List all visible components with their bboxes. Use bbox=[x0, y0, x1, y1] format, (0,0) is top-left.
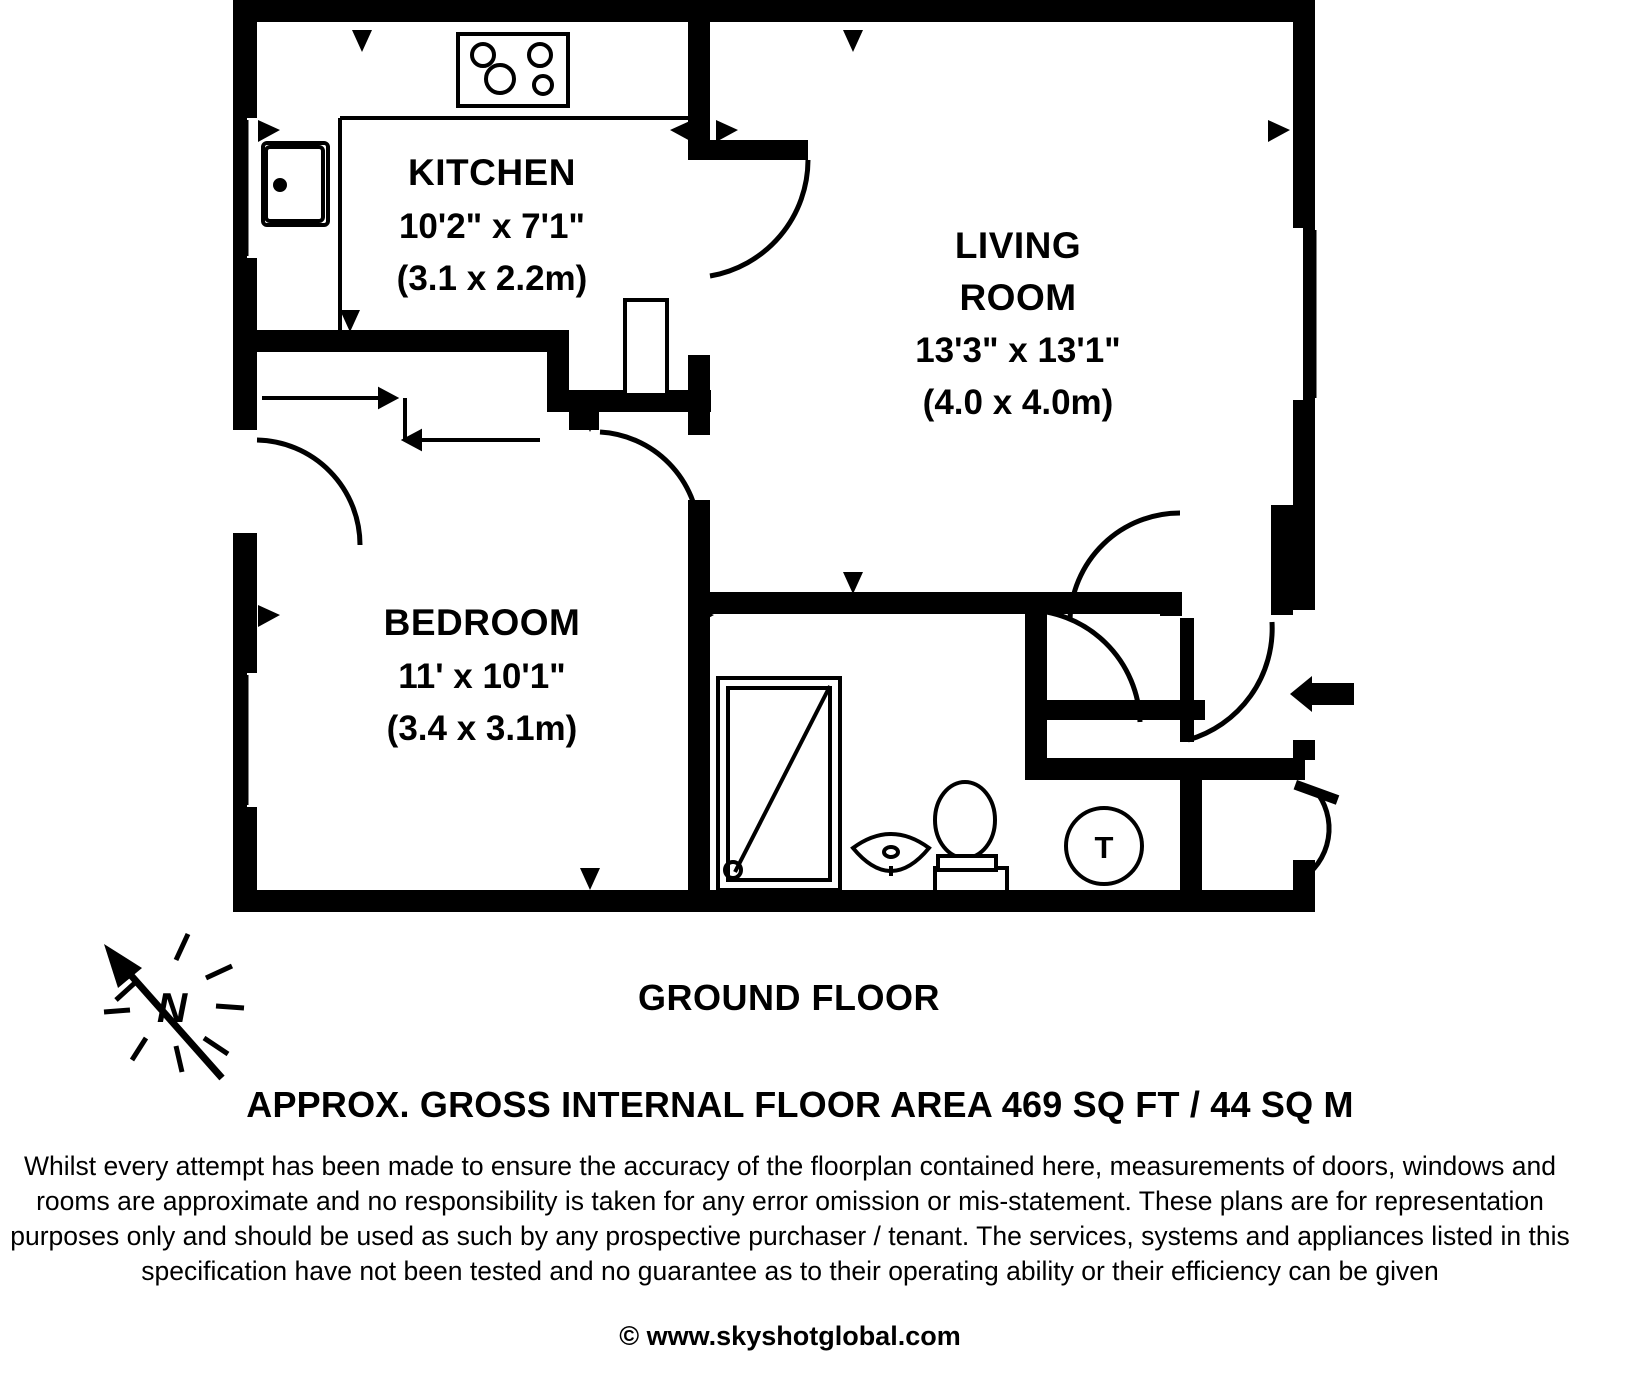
compass-north-label: N bbox=[156, 984, 188, 1031]
room-dim-bedroom-metric: (3.4 x 3.1m) bbox=[386, 709, 578, 748]
disclaimer-line-2: rooms are approximate and no responsibility is taken for any error omission or mis-statement. These plans are for representation bbox=[36, 1186, 1544, 1216]
copyright-label: © www.skyshotglobal.com bbox=[619, 1321, 961, 1351]
internal-walls bbox=[247, 0, 1305, 910]
hall-arrows bbox=[262, 390, 540, 448]
room-name-living-line1: LIVING bbox=[954, 225, 1082, 266]
cylinder-label: T bbox=[1094, 830, 1114, 865]
disclaimer bbox=[10, 1151, 1569, 1286]
disclaimer-line-3: purposes only and should be used as such by any prospective purchaser / tenant. The services, systems and appliances listed in this bbox=[10, 1221, 1570, 1251]
disclaimer-line-4: specification have not been tested and no guarantee as to their operating ability or their efficiency can be given bbox=[141, 1256, 1439, 1286]
room-dim-living-imperial: 13'3" x 13'1" bbox=[915, 331, 1121, 370]
room-dim-kitchen-metric: (3.1 x 2.2m) bbox=[396, 259, 588, 298]
disclaimer-line-1: Whilst every attempt has been made to ensure the accuracy of the floorplan contained here, measurements of doors, windows and bbox=[24, 1151, 1556, 1181]
basin-icon bbox=[853, 834, 929, 871]
room-name-bedroom: BEDROOM bbox=[383, 602, 581, 643]
room-name-living-line2: ROOM bbox=[959, 277, 1077, 318]
room-dim-living-metric: (4.0 x 4.0m) bbox=[922, 383, 1114, 422]
sink-icon bbox=[263, 143, 328, 225]
room-name-kitchen: KITCHEN bbox=[408, 152, 576, 193]
floor-label: GROUND FLOOR bbox=[638, 977, 940, 1018]
room-labels bbox=[384, 152, 1121, 748]
room-dim-bedroom-imperial: 11' x 10'1" bbox=[398, 657, 566, 696]
room-dim-kitchen-imperial: 10'2" x 7'1" bbox=[398, 207, 586, 246]
area-label: APPROX. GROSS INTERNAL FLOOR AREA 469 SQ FT / 44 SQ M bbox=[246, 1084, 1354, 1125]
